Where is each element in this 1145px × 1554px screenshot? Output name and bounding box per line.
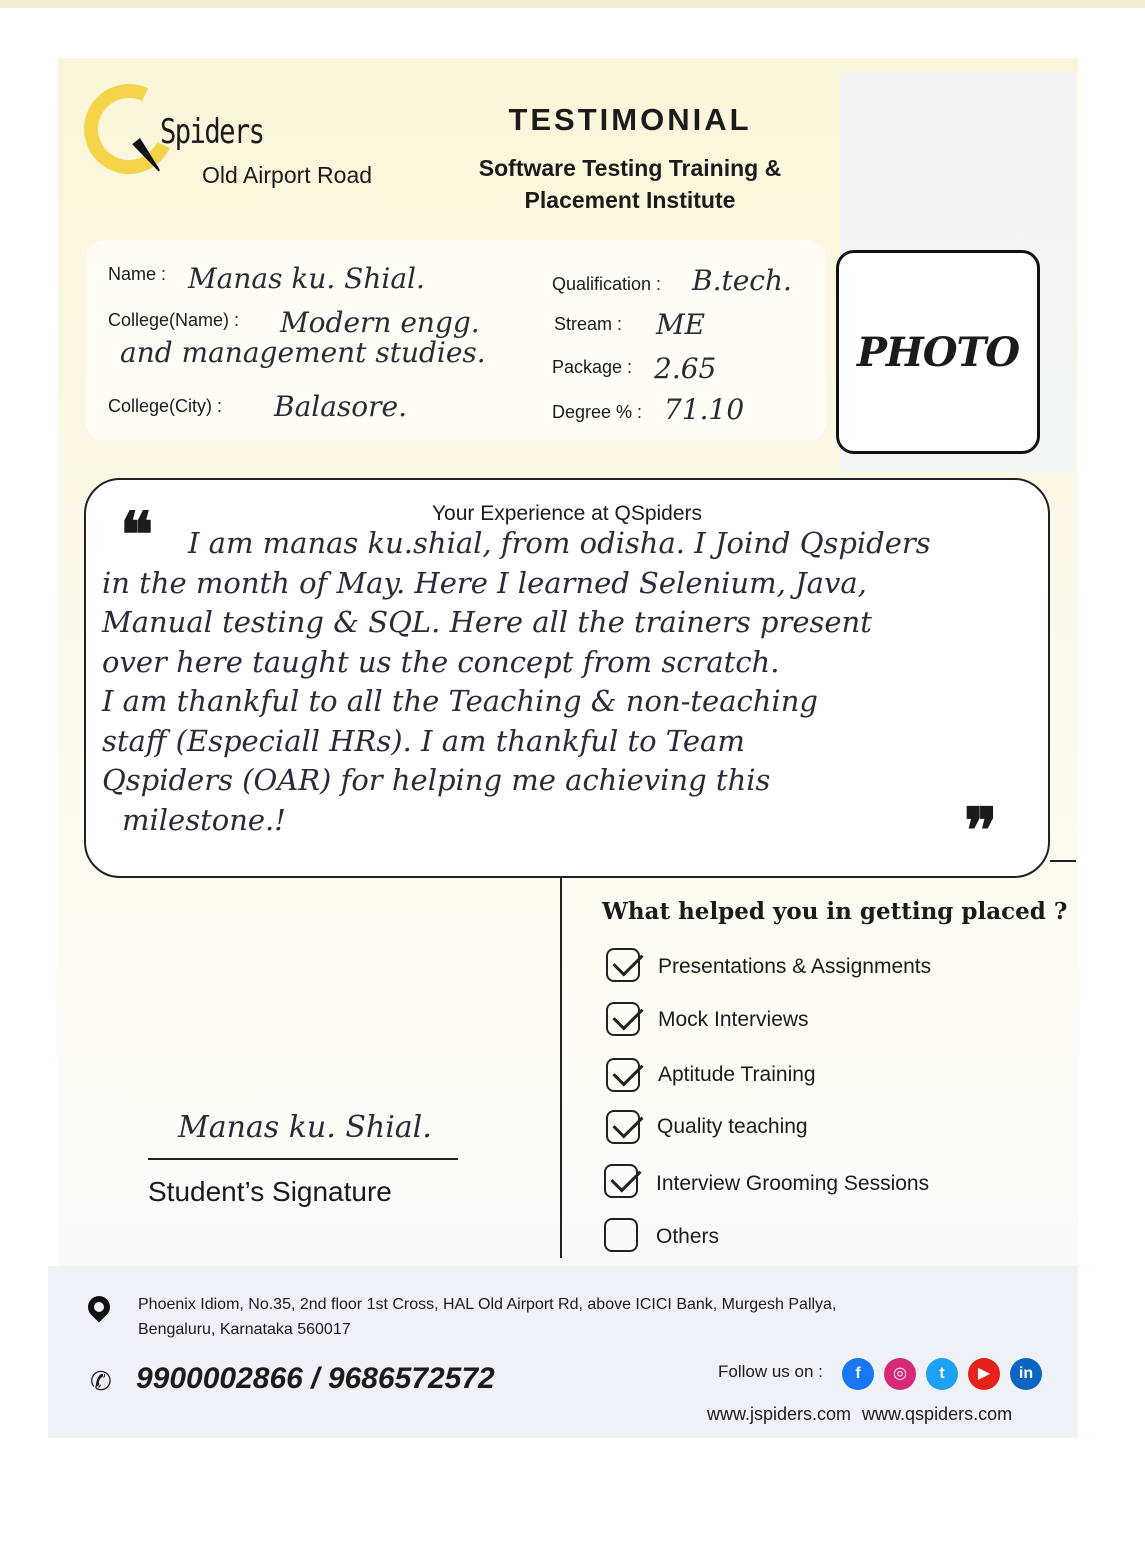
divider-vertical [560,876,562,1258]
phone-numbers: 9900002866 / 9686572572 [136,1362,495,1395]
interview-grooming-checkbox[interactable] [604,1164,638,1198]
linkedin-icon[interactable]: in [1010,1358,1042,1390]
college-name-value: Modern engg. [280,306,480,339]
student-signature: Manas ku. Shial. [178,1110,432,1145]
experience-line: Qspiders (OAR) for helping me achieving this [102,763,771,797]
signature-label: Student’s Signature [148,1176,392,1207]
college-city-value: Balasore. [274,390,407,423]
experience-line: Manual testing & SQL. Here all the trainers present [102,605,872,639]
option-label: Aptitude Training [658,1063,816,1086]
option-label: Mock Interviews [658,1008,809,1031]
address-line-1: Phoenix Idiom, No.35, 2nd floor 1st Cross, HAL Old Airport Rd, above ICICI Bank, Murgesh Pallya, [138,1296,837,1313]
experience-line: over here taught us the concept from scratch. [102,644,780,679]
brand-branch: Old Airport Road [202,162,373,188]
experience-text [102,524,1038,840]
qualification-value: B.tech. [692,264,792,297]
helped-title: What helped you in getting placed ? [602,898,1068,925]
option-label: Others [656,1225,720,1248]
signature-line [148,1158,458,1160]
option-label: Interview Grooming Sessions [656,1172,930,1195]
photo-box [836,250,1040,454]
photo-label: PHOTO [856,329,1020,376]
package-label: Package : [552,357,633,377]
college-city-label: College(City) : [108,396,223,416]
option-label: Presentations & Assignments [658,955,932,978]
stream-label: Stream : [554,314,623,334]
address [138,1292,998,1342]
experience-line: staff (Especiall HRs). I am thankful to Team [102,723,745,758]
instagram-icon[interactable]: ◎ [884,1358,916,1390]
qspiders-logo [84,84,414,194]
presentations-checkbox[interactable] [606,948,640,982]
experience-title: Your Experience at QSpiders [431,502,703,525]
mock-interviews-checkbox[interactable] [606,1002,640,1036]
experience-box [84,478,1050,878]
page-subtitle [420,152,840,216]
degree-label: Degree % : [552,402,643,422]
subtitle-line-1: Software Testing Training & [478,155,782,181]
degree-value: 71.10 [664,393,745,426]
open-quote-icon: ❝ [120,498,154,571]
follow-label: Follow us on : [718,1362,823,1381]
experience-line: I am thankful to all the Teaching & non-teaching [102,684,818,718]
phone-icon: ✆ [90,1366,112,1396]
qualification-label: Qualification : [552,274,662,294]
facebook-icon[interactable]: f [842,1358,874,1390]
experience-line: in the month of May. Here I learned Selenium, Java, [102,565,867,600]
experience-line: I am manas ku.shial, from odisha. I Joind Qspiders [188,526,931,560]
college-name-value-continued: and management studies. [120,336,486,369]
package-value: 2.65 [654,352,717,385]
others-checkbox[interactable] [604,1218,638,1252]
youtube-icon[interactable]: ▶ [968,1358,1000,1390]
close-quote-icon: ❞ [964,794,998,867]
name-label: Name : [108,264,167,284]
page-title: TESTIMONIAL [508,102,752,137]
websites[interactable]: www.jspiders.com www.qspiders.com [707,1404,1013,1424]
stream-value: ME [656,308,706,341]
option-label: Quality teaching [657,1115,808,1138]
name-value: Manas ku. Shial. [188,262,425,295]
aptitude-training-checkbox[interactable] [606,1058,640,1092]
quality-teaching-checkbox[interactable] [606,1110,640,1144]
college-name-label: College(Name) : [108,310,240,330]
twitter-icon[interactable]: t [926,1358,958,1390]
top-strip [0,0,1145,8]
experience-line: milestone.! [122,802,286,837]
address-line-2: Bengaluru, Karnataka 560017 [138,1321,351,1338]
divider-horizontal [1050,860,1076,862]
brand-name: Spiders [160,112,264,152]
subtitle-line-2: Placement Institute [524,187,736,213]
